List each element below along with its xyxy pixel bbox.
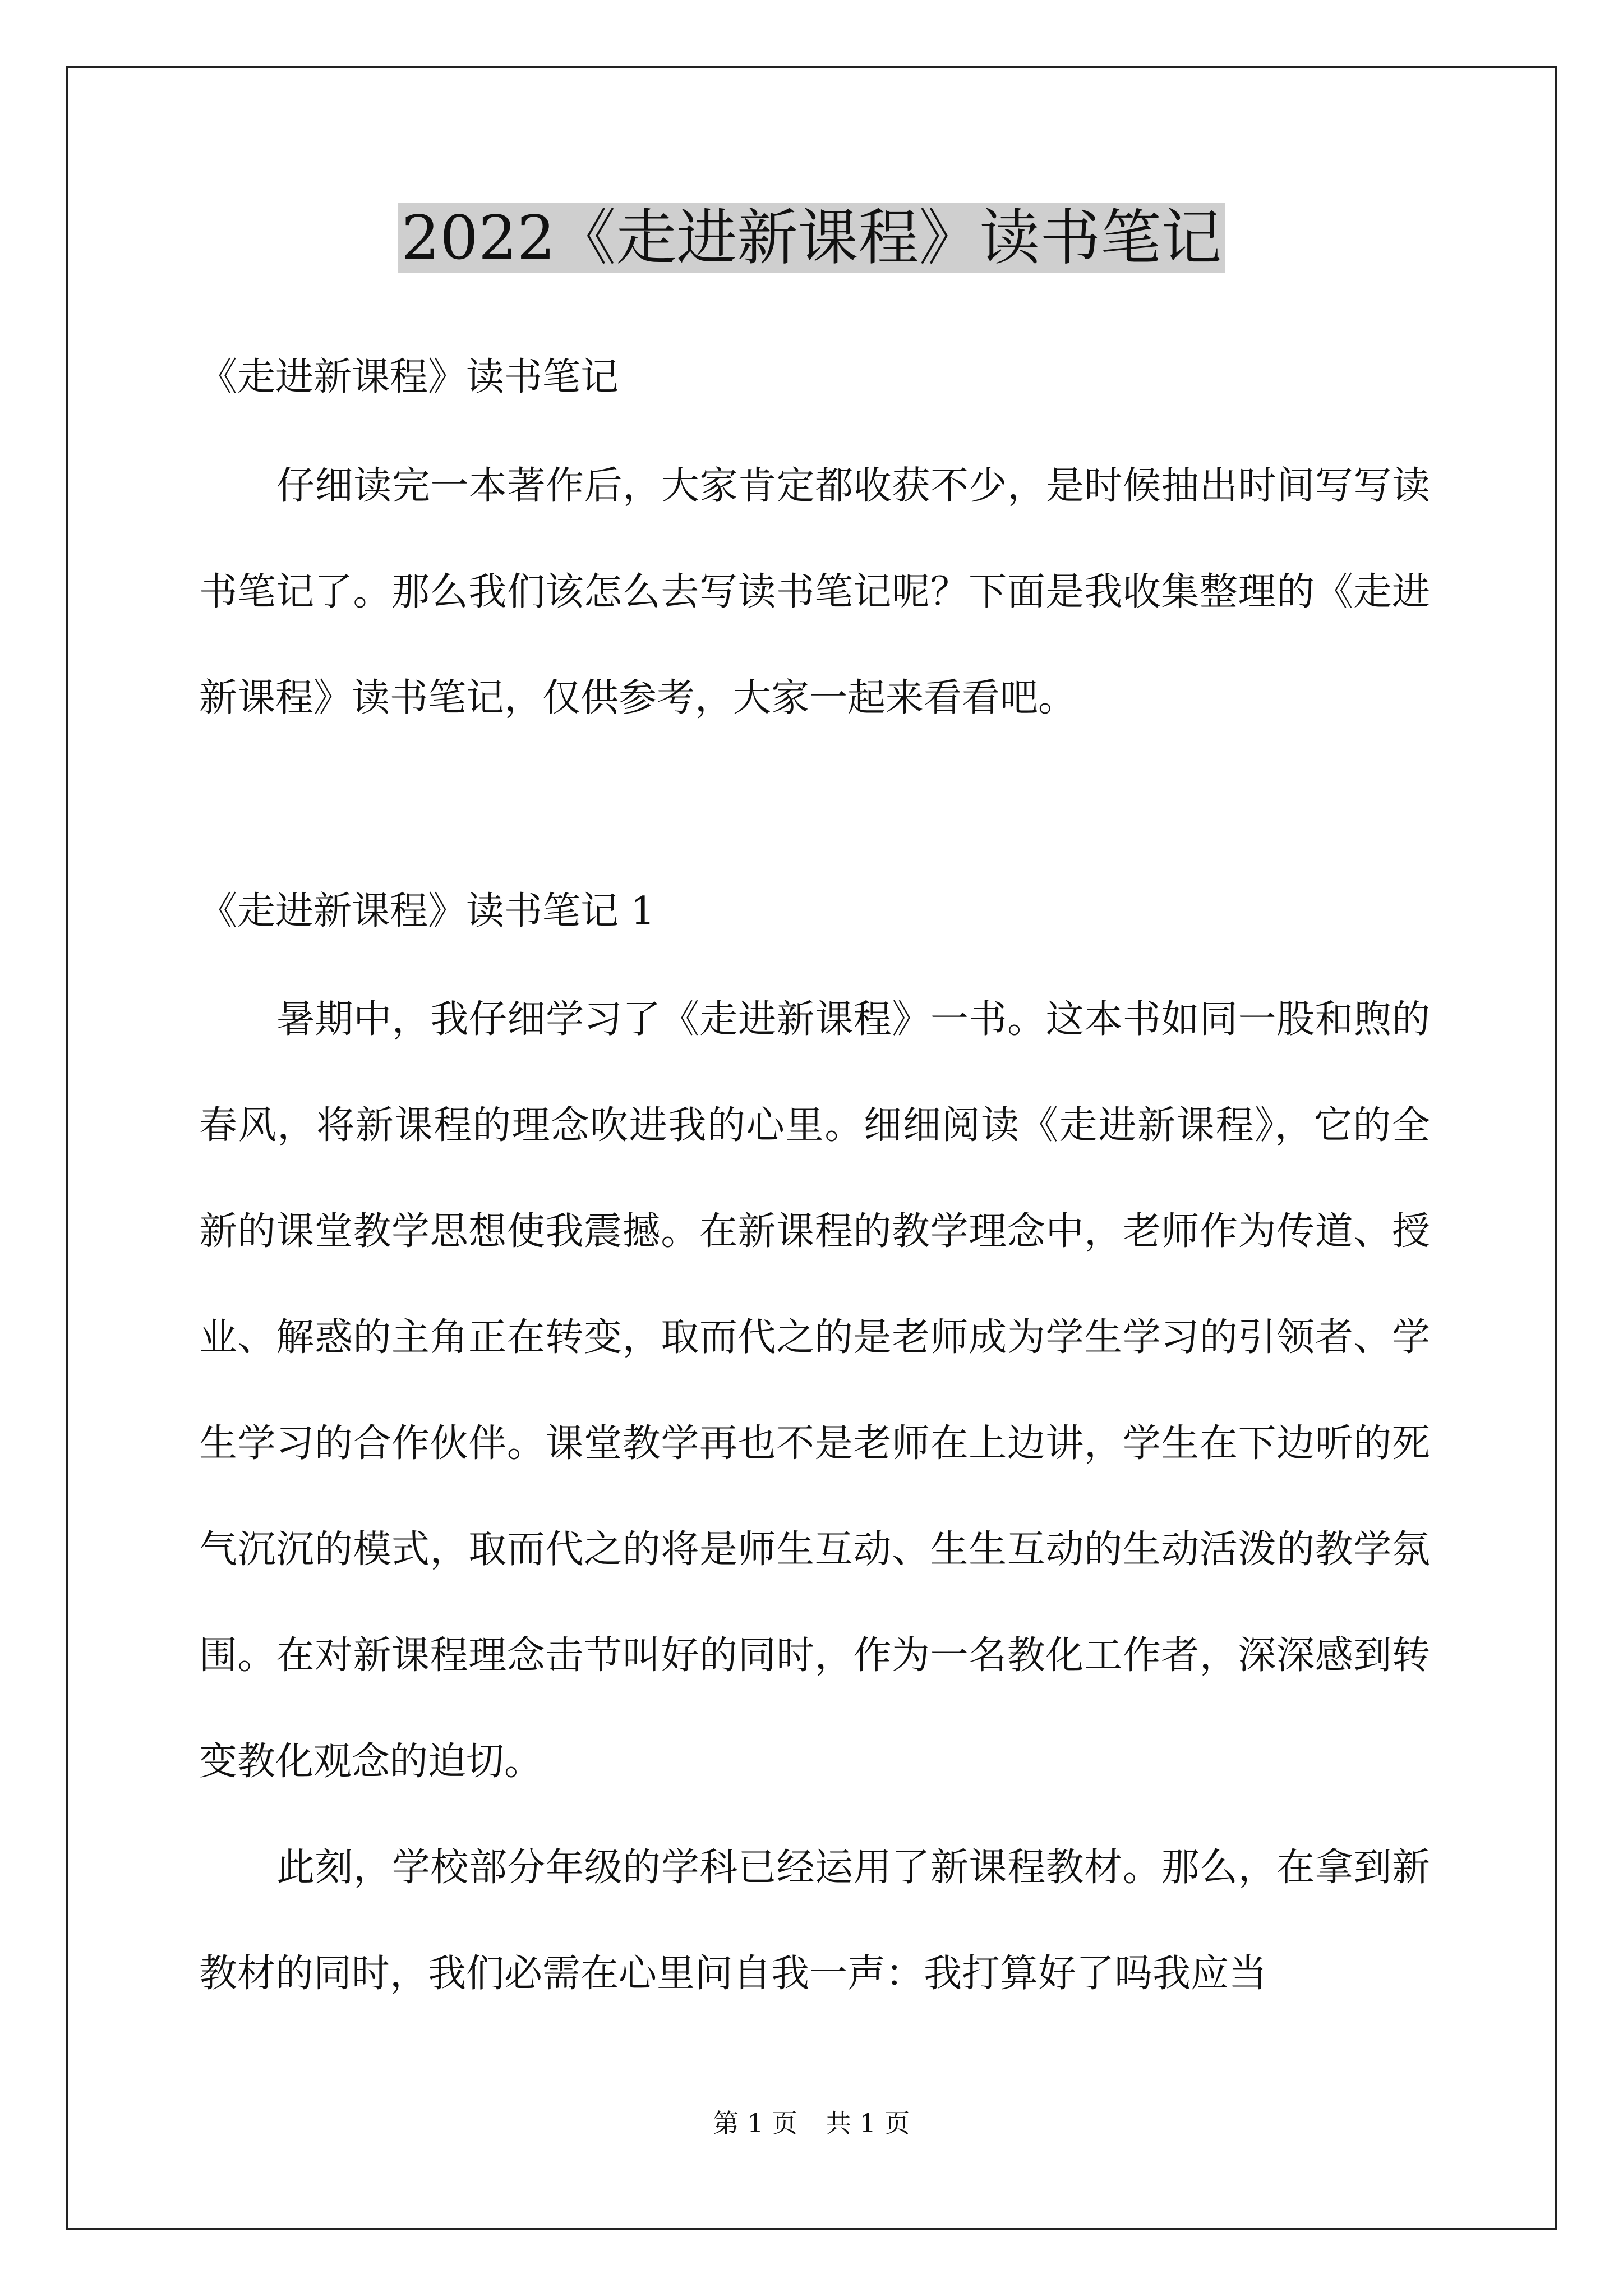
intro-heading: 《走进新课程》读书笔记 [199,355,619,399]
section1-paragraph-1: 暑期中，我仔细学习了《走进新课程》一书。这本书如同一股和煦的春风，将新课程的理念吹进我的心里。细细阅读《走进新课程》，它的全新的课堂教学思想使我震撼。在新课程的教学理念中，老师作为传道、授业、解惑的主角正在转变，取而代之的是老师成为学生学习的引领者、学生学习的合作伙伴。课堂教学再也不是老师在上边讲，学生在下边听的死气沉沉的模式，取而代之的将是师生互动、生生互动的生动活泼的教学氛围。在对新课程理念击节叫好的同时，作为一名教化工作者，深深感到转变教化观念的迫切。 [199,997,1430,1784]
page-number: 第 1 页 [713,2108,797,2138]
document-title-text: 2022《走进新课程》读书笔记 [398,203,1225,273]
page-total: 共 1 页 [826,2108,910,2138]
intro-paragraph: 仔细读完一本著作后，大家肯定都收获不少，是时候抽出时间写写读书笔记了。那么我们该怎么去写读书笔记呢？下面是我收集整理的《走进新课程》读书笔记，仅供参考，大家一起来看看吧。 [199,464,1430,720]
document-title [0,196,1623,280]
section1-heading: 《走进新课程》读书笔记 1 [199,889,655,933]
page-footer [0,2106,1623,2140]
section1-paragraph-2: 此刻，学校部分年级的学科已经运用了新课程教材。那么，在拿到新教材的同时，我们必需在心里问自我一声：我打算好了吗我应当 [199,1846,1430,1996]
